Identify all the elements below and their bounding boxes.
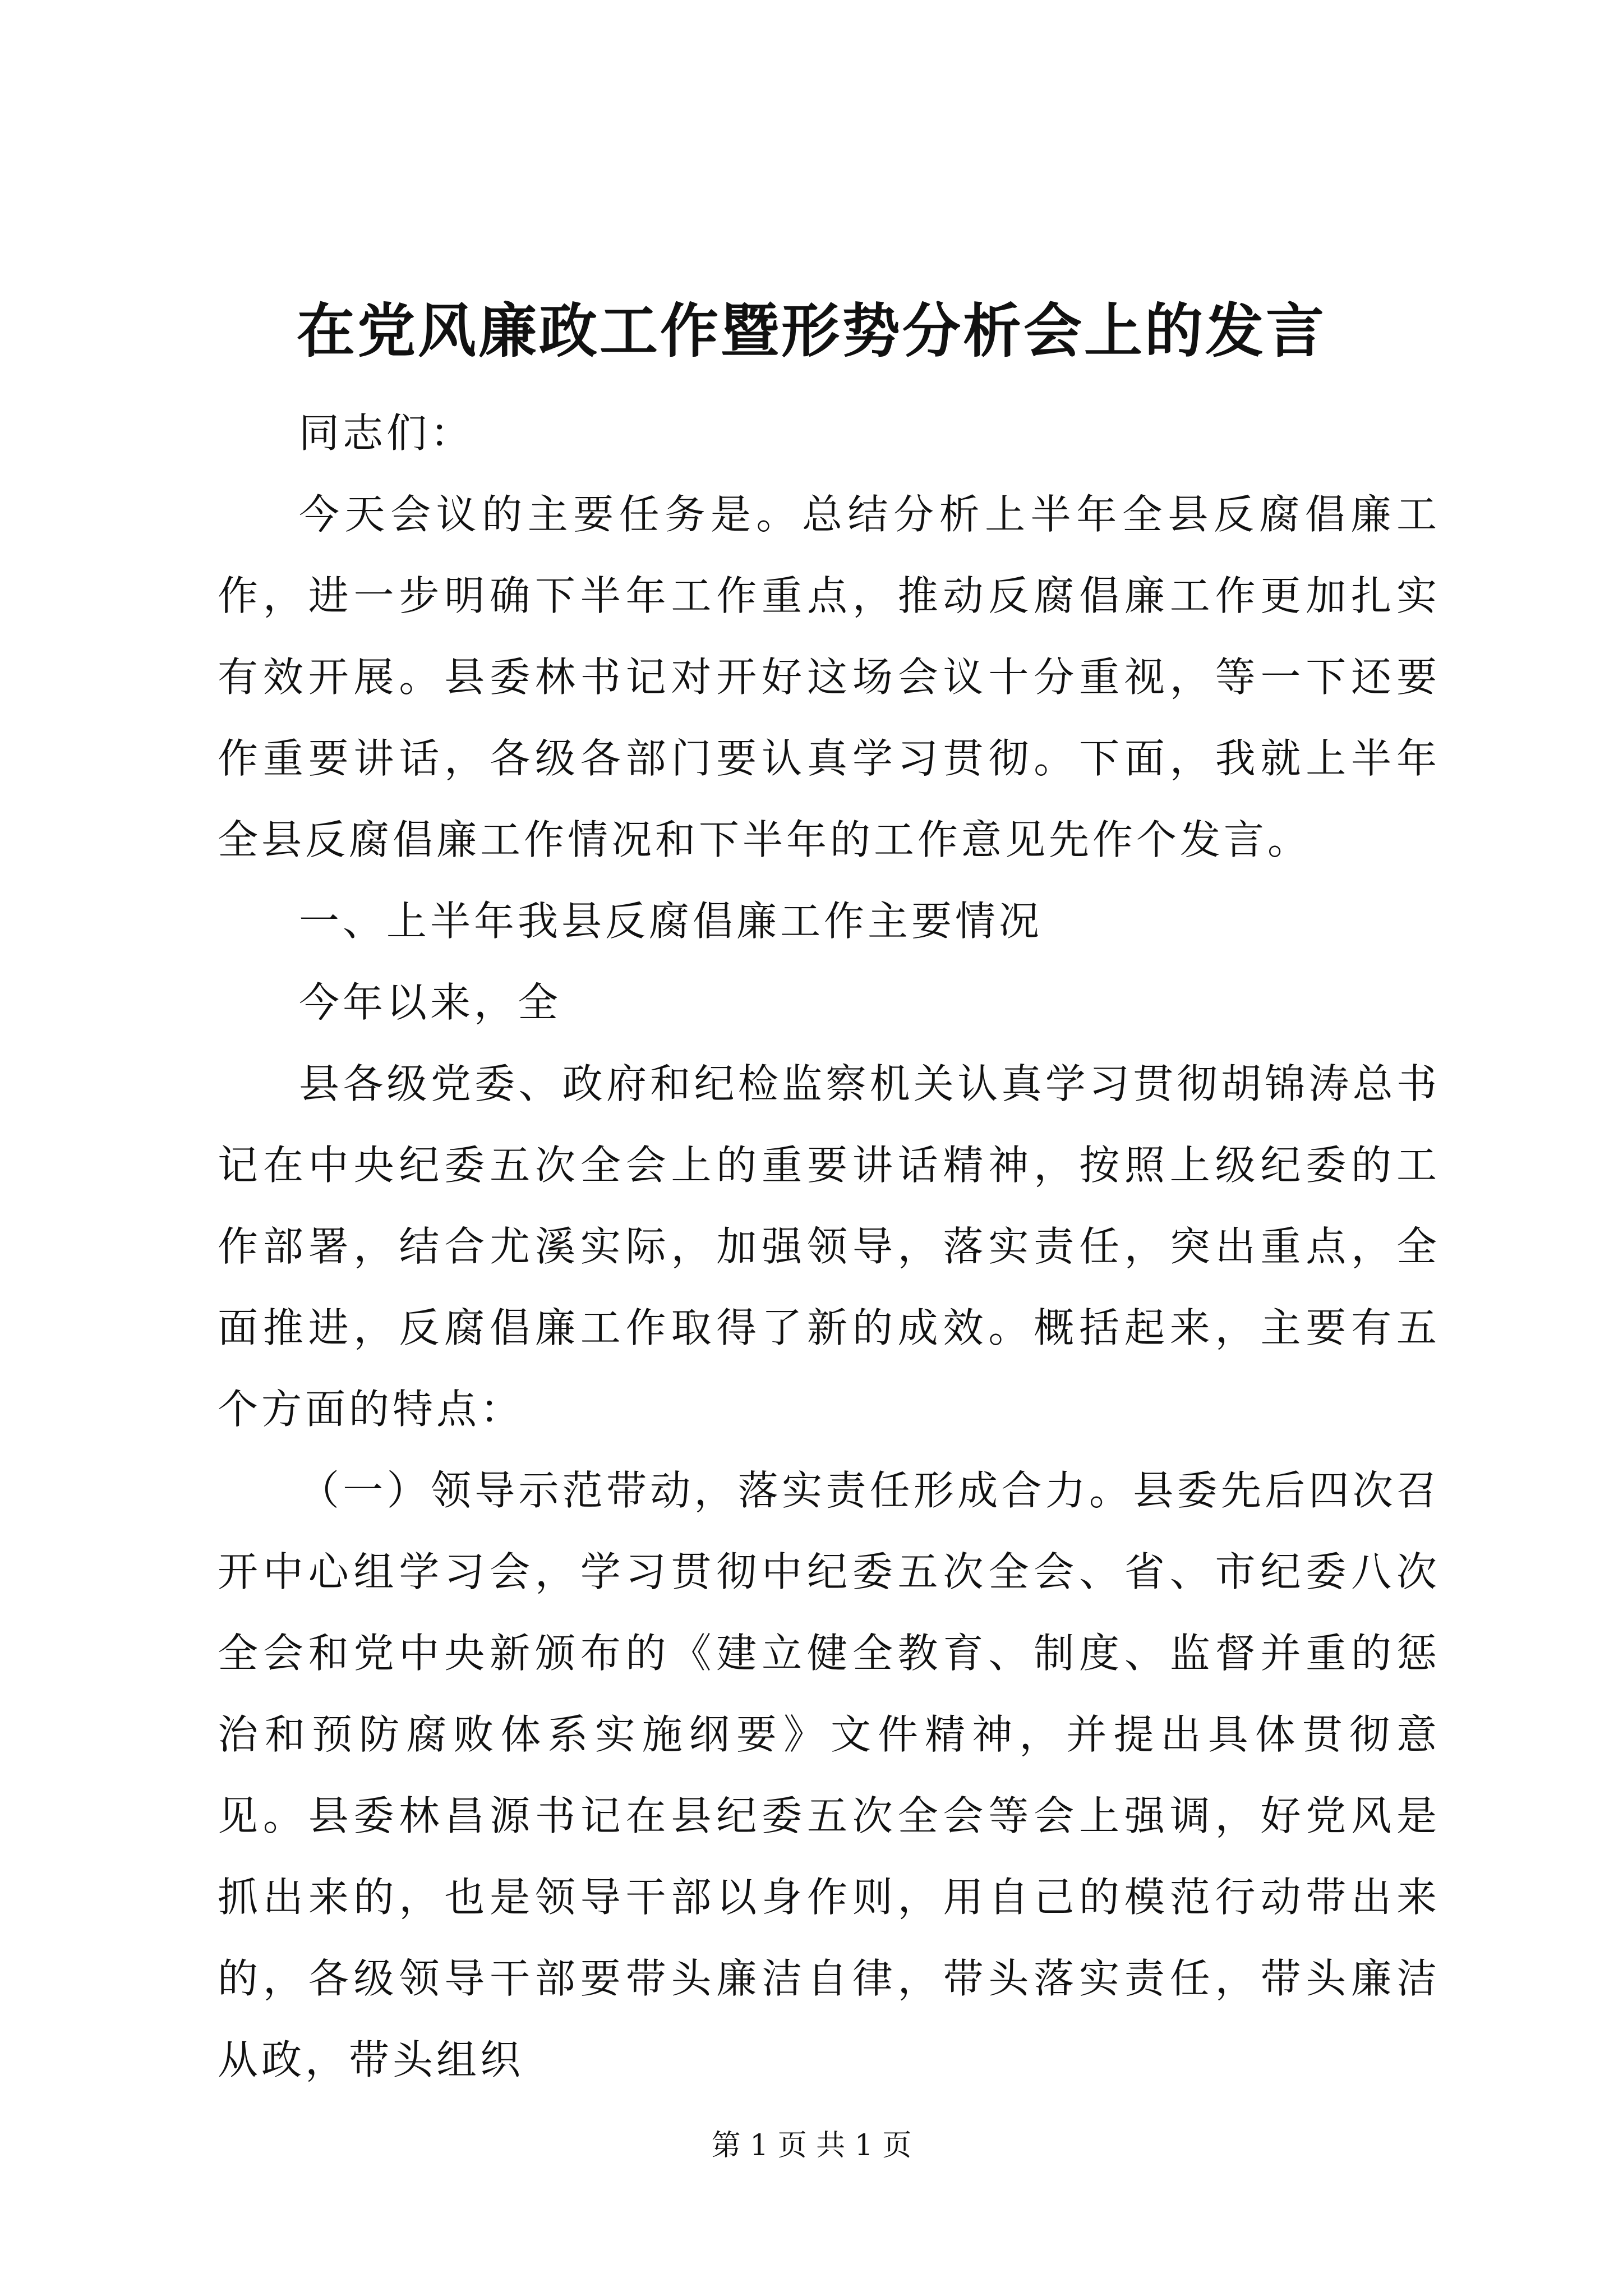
page-number-footer: 第 1 页 共 1 页	[711, 2129, 912, 2162]
overview-paragraph: 县各级党委、政府和纪检监察机关认真学习贯彻胡锦涛总书记在中央纪委五次全会上的重要讲话精神，按照上级纪委的工作部署，结合尤溪实际，加强领导，落实责任，突出重点，全面推进，反腐倡廉工作取得了新的成效。概括起来，主要有五个方面的特点：	[218, 1060, 1440, 1433]
salutation-paragraph: 同志们：	[299, 409, 474, 457]
point-one-paragraph: （一）领导示范带动，落实责任形成合力。县委先后四次召开中心组学习会，学习贯彻中纪委五次全会、省、市纪委八次全会和党中央新颁布的《建立健全教育、制度、监督并重的惩治和预防腐败体系实施纲要》文件精神，并提出具体贯彻意见。县委林昌源书记在县纪委五次全会等会上强调，好党风是抓出来的，也是领导干部以身作则，用自己的模范行动带出来的，各级领导干部要带头廉洁自律，带头落实责任，带头廉洁从政，带头组织	[218, 1467, 1440, 2083]
intro-paragraph: 今天会议的主要任务是。总结分析上半年全县反腐倡廉工作，进一步明确下半年工作重点，推动反腐倡廉工作更加扎实有效开展。县委林书记对开好这场会议十分重视，等一下还要作重要讲话，各级各部门要认真学习贯彻。下面，我就上半年全县反腐倡廉工作情况和下半年的工作意见先作个发言。	[218, 491, 1440, 863]
document-title: 在党风廉政工作暨形势分析会上的发言	[296, 296, 1326, 365]
section-lead-paragraph: 今年以来，全	[299, 979, 562, 1026]
section-heading: 一、上半年我县反腐倡廉工作主要情况	[299, 898, 1043, 945]
document-body	[218, 393, 1440, 2101]
